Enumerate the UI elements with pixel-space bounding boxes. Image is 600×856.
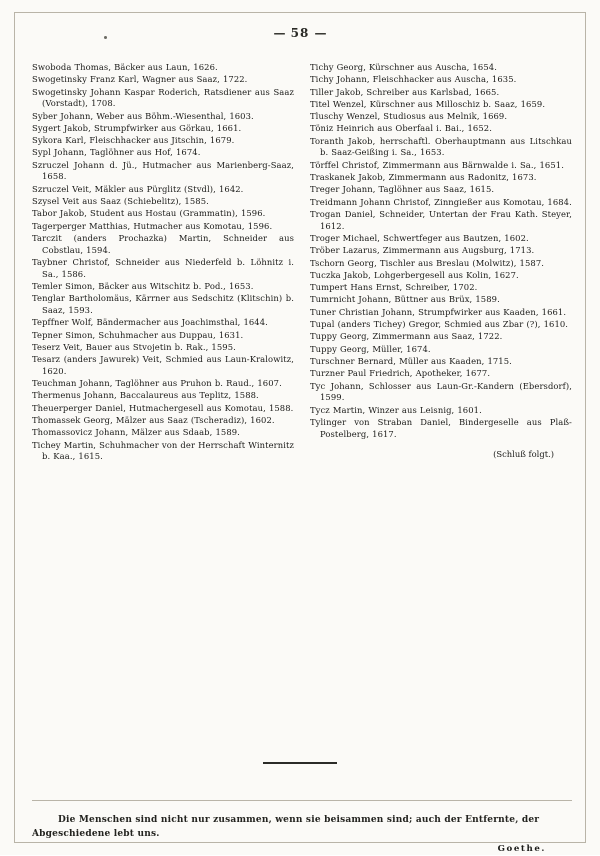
list-item: Syber Johann, Weber aus Böhm.-Wiesenthal, 1603. (32, 110, 254, 121)
list-item: Tylinger von Straban Daniel, Bindergeselle aus Plaß-Postelberg, 1617. (310, 416, 572, 439)
list-item: Thermenus Johann, Baccalaureus aus Teplitz, 1588. (32, 390, 259, 401)
list-item: Turschner Bernard, Müller aus Kaaden, 1715. (310, 355, 512, 366)
list-item: Tichey Martin, Schuhmacher von der Herrschaft Winternitz b. Kaa., 1615. (32, 439, 294, 462)
list-item: Töniz Heinrich aus Oberfaal i. Bai., 1652. (310, 123, 492, 134)
list-item: Troger Michael, Schwertfeger aus Bautzen, 1602. (310, 232, 529, 243)
list-item: Sykora Karl, Fleischhacker aus Jitschin, 1679. (32, 135, 235, 146)
list-item: Theuerperger Daniel, Hutmachergesell aus Komotau, 1588. (32, 402, 294, 413)
list-item: Tabor Jakob, Student aus Hostau (Grammatin), 1596. (32, 208, 266, 219)
page-number-prefix: — (273, 26, 286, 40)
list-item: Toranth Jakob, herrschaftl. Oberhauptmann aus Litschkau b. Saaz-Geißing i. Sa., 1653. (310, 135, 572, 158)
continuation-note: (Schluß folgt.) (493, 449, 554, 460)
list-item: Szruczel Johann d. Jü., Hutmacher aus Marienberg-Saaz, 1658. (32, 159, 294, 182)
list-item: Tschorn Georg, Tischler aus Breslau (Molwitz), 1587. (310, 257, 545, 268)
page-number-value: 58 (290, 26, 310, 40)
list-item: Tagerperger Matthias, Hutmacher aus Komotau, 1596. (32, 220, 273, 231)
list-item: Swogetinsky Franz Karl, Wagner aus Saaz, 1722. (32, 74, 248, 85)
page-number-suffix: — (314, 26, 327, 40)
list-item: Sygert Jakob, Strumpfwirker aus Görkau, 1661. (32, 122, 242, 133)
list-item: Thomassek Georg, Mälzer aus Saaz (Tscheradiz), 1602. (32, 415, 275, 426)
list-item: Tluschy Wenzel, Studiosus aus Melnik, 1669. (310, 111, 508, 122)
list-item: Szruczel Veit, Mäkler aus Pürglitz (Stvdl), 1642. (32, 183, 244, 194)
list-item: Tycz Martin, Winzer aus Leisnig, 1601. (310, 404, 482, 415)
list-item: Traskanek Jakob, Zimmermann aus Radonitz, 1673. (310, 172, 537, 183)
list-item: Teserz Veit, Bauer aus Stvojetin b. Rak., 1595. (32, 341, 236, 352)
list-item: Swoboda Thomas, Bäcker aus Laun, 1626. (32, 62, 218, 72)
list-item: Treidmann Johann Christof, Zinngießer aus Komotau, 1684. (310, 196, 572, 207)
list-item: Tichy Georg, Kürschner aus Auscha, 1654. (310, 62, 497, 72)
list-item: Tröber Lazarus, Zimmermann aus Augsburg, 1713. (310, 245, 535, 256)
list-item: Thomassovicz Johann, Mälzer aus Sdaab, 1589. (32, 427, 240, 438)
list-item: Tiller Jakob, Schreiber aus Karlsbad, 1665. (310, 86, 500, 97)
list-item: Temler Simon, Bäcker aus Witschitz b. Pod., 1653. (32, 280, 254, 291)
column-left (32, 62, 294, 469)
footer-quote (32, 800, 572, 856)
section-divider (263, 762, 337, 764)
list-item: Trogan Daniel, Schneider, Untertan der Frau Kath. Steyer, 1612. (310, 208, 572, 231)
list-item: Teuchman Johann, Taglöhner aus Pruhon b. Raud., 1607. (32, 378, 282, 389)
list-item: Turzner Paul Friedrich, Apotheker, 1677. (310, 368, 491, 379)
list-item: Tyc Johann, Schlosser aus Laun-Gr.-Kandern (Ebersdorf), 1599. (310, 380, 572, 403)
list-item: Tarczit (anders Prochazka) Martin, Schneider aus Cobstlau, 1594. (32, 232, 294, 255)
list-item: Swogetinsky Johann Kaspar Roderich, Ratsdiener aus Saaz (Vorstadt), 1708. (32, 86, 294, 109)
list-item: Tichy Johann, Fleischhacker aus Auscha, 1635. (310, 74, 517, 85)
quote-text: Die Menschen sind nicht nur zusammen, wenn sie beisammen sind; auch der Entfernte, der Abgeschiedene lebt uns. (32, 815, 540, 839)
list-item: Tesarz (anders Jawurek) Veit, Schmied aus Laun-Kralowitz, 1620. (32, 354, 294, 376)
page-number (0, 26, 600, 40)
list-item: Taybner Christof, Schneider aus Niederfeld b. Löhnitz i. Sa., 1586. (32, 256, 294, 279)
list-item: Tuner Christian Johann, Strumpfwirker aus Kaaden, 1661. (310, 306, 567, 317)
list-item: Tuczka Jakob, Lohgerbergesell aus Kolin, 1627. (310, 269, 519, 280)
list-item: Tepffner Wolf, Bändermacher aus Joachimsthal, 1644. (32, 317, 268, 328)
list-item: Sypl Johann, Taglöhner aus Hof, 1674. (32, 147, 201, 158)
list-item: Tumpert Hans Ernst, Schreiber, 1702. (310, 282, 478, 293)
list-item: Treger Johann, Taglöhner aus Saaz, 1615. (310, 184, 495, 195)
column-right (310, 62, 572, 469)
list-item: Tumrnicht Johann, Büttner aus Brüx, 1589. (310, 294, 500, 305)
list-item: Tepner Simon, Schuhmacher aus Duppau, 1631. (32, 329, 244, 340)
list-item: Szysel Veit aus Saaz (Schiebelitz), 1585. (32, 196, 209, 207)
list-item: Tuppy Georg, Zimmermann aus Saaz, 1722. (310, 331, 503, 342)
list-item: Törffel Christof, Zimmermann aus Bärnwalde i. Sa., 1651. (310, 159, 564, 170)
list-item: Tupal (anders Tichey) Gregor, Schmied aus Zbar (?), 1610. (310, 319, 569, 330)
text-columns (32, 62, 572, 469)
list-item: Tenglar Bartholomäus, Kärrner aus Sedschitz (Klitschin) b. Saaz, 1593. (32, 293, 294, 315)
quote-author: Goethe. (497, 844, 546, 854)
list-item: Tuppy Georg, Müller, 1674. (310, 343, 431, 354)
list-item: Titel Wenzel, Kürschner aus Milloschiz b. Saaz, 1659. (310, 98, 546, 109)
